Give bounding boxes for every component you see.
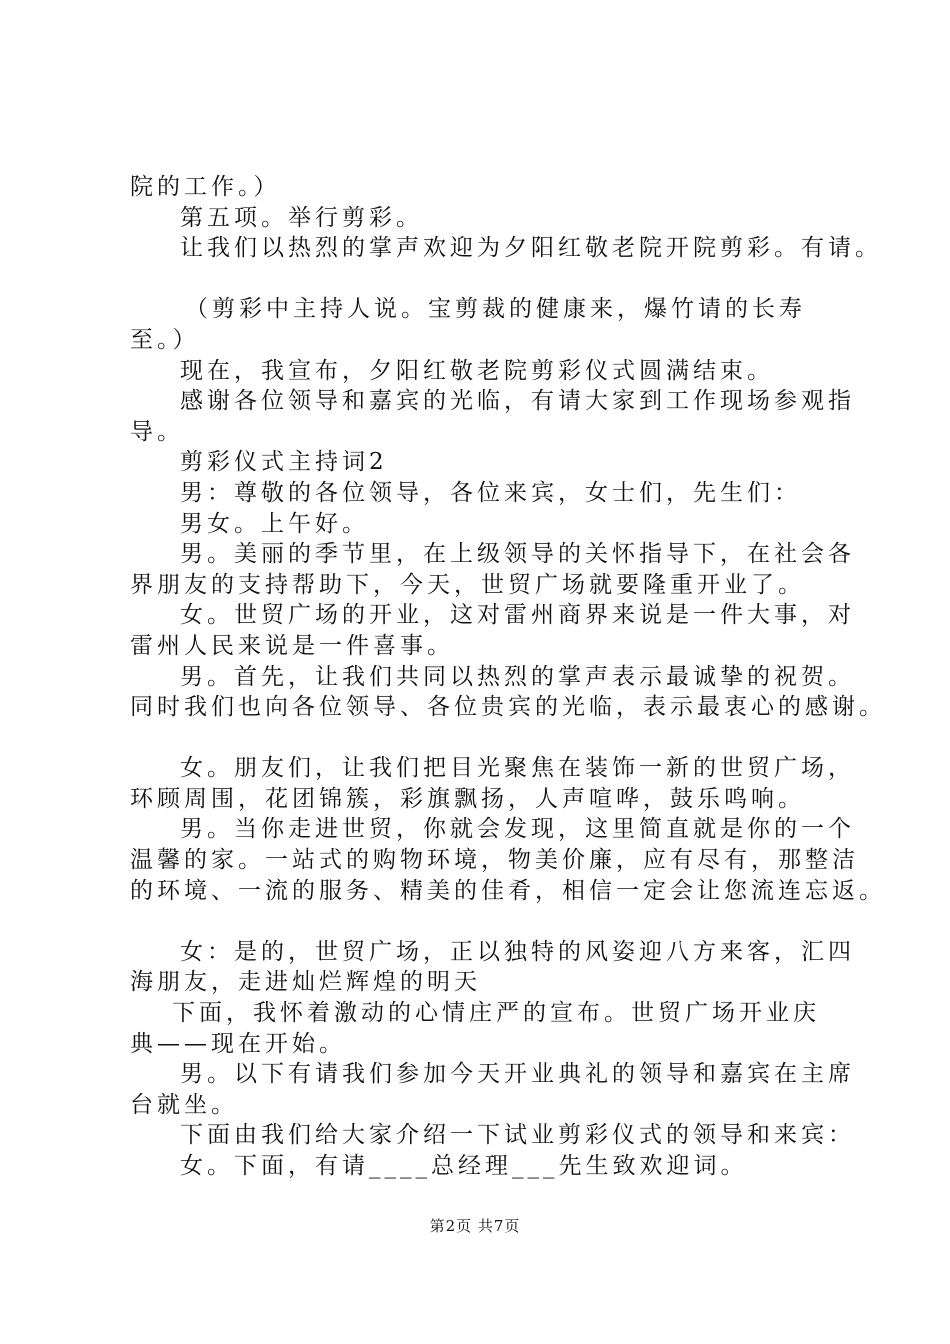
text-line: 让我们以热烈的掌声欢迎为夕阳红敬老院开院剪彩。有请。	[180, 235, 882, 262]
text-line: 雷州人民来说是一件喜事。	[130, 632, 454, 659]
page-footer: 第2页 共7页	[429, 1217, 521, 1235]
text-line: 界朋友的支持帮助下，今天，世贸广场就要隆重开业了。	[130, 571, 805, 598]
text-line: 感谢各位领导和嘉宾的光临，有请大家到工作现场参观指	[180, 388, 855, 415]
text-line: 环顾周围，花团锦簇，彩旗飘扬，人声喧哗，鼓乐鸣响。	[130, 785, 805, 812]
section-heading: 剪彩仪式主持词2	[180, 449, 388, 476]
blank-line	[130, 906, 850, 937]
text-line: （剪彩中主持人说。宝剪裁的健康来，爆竹请的长寿	[185, 296, 806, 323]
text-line: 同时我们也向各位领导、各位贵宾的光临，表示最衷心的感谢。	[130, 694, 886, 721]
text-line: 典——现在开始。	[130, 1030, 346, 1057]
text-line: 温馨的家。一站式的购物环境，物美价廉，应有尽有，那整洁	[130, 847, 859, 874]
text-line: 女。下面，有请____总经理___先生致欢迎词。	[180, 1153, 748, 1179]
text-line: 海朋友，走进灿烂辉煌的明天	[130, 969, 481, 996]
text-line: 至。）	[130, 326, 200, 353]
text-line: 的环境、一流的服务、精美的佳肴，相信一定会让您流连忘返。	[130, 877, 886, 904]
document-body	[130, 172, 886, 1182]
text-line: 现在，我宣布，夕阳红敬老院剪彩仪式圆满结束。	[180, 357, 774, 384]
text-line: 男。以下有请我们参加今天开业典礼的领导和嘉宾在主席	[180, 1061, 855, 1088]
text-line: 下面，我怀着激动的心情庄严的宣布。世贸广场开业庆	[172, 1000, 820, 1027]
text-line: 下面由我们给大家介绍一下试业剪彩仪式的领导和来宾：	[180, 1122, 855, 1149]
text-line: 男。当你走进世贸，你就会发现，这里简直就是你的一个	[180, 816, 855, 843]
blank-line	[130, 723, 850, 754]
text-line: 导。	[130, 418, 184, 445]
text-line: 女。朋友们，让我们把目光聚焦在装饰一新的世贸广场，	[180, 755, 855, 782]
blank-line	[130, 264, 850, 295]
text-line: 男。首先，让我们共同以热烈的掌声表示最诚挚的祝贺。	[180, 663, 855, 690]
text-line: 男：尊敬的各位领导，各位来宾，女士们，先生们：	[180, 479, 801, 506]
text-line: 台就坐。	[130, 1091, 238, 1118]
text-line: 女：是的，世贸广场，正以独特的风姿迎八方来客，汇四	[180, 938, 855, 965]
text-line: 男女。上午好。	[180, 510, 369, 537]
text-line: 女。世贸广场的开业，这对雷州商界来说是一件大事，对	[180, 602, 855, 629]
text-line: 院的工作。）	[130, 174, 281, 200]
text-line: 男。美丽的季节里，在上级领导的关怀指导下，在社会各	[180, 541, 855, 568]
text-line: 第五项。举行剪彩。	[180, 204, 423, 231]
